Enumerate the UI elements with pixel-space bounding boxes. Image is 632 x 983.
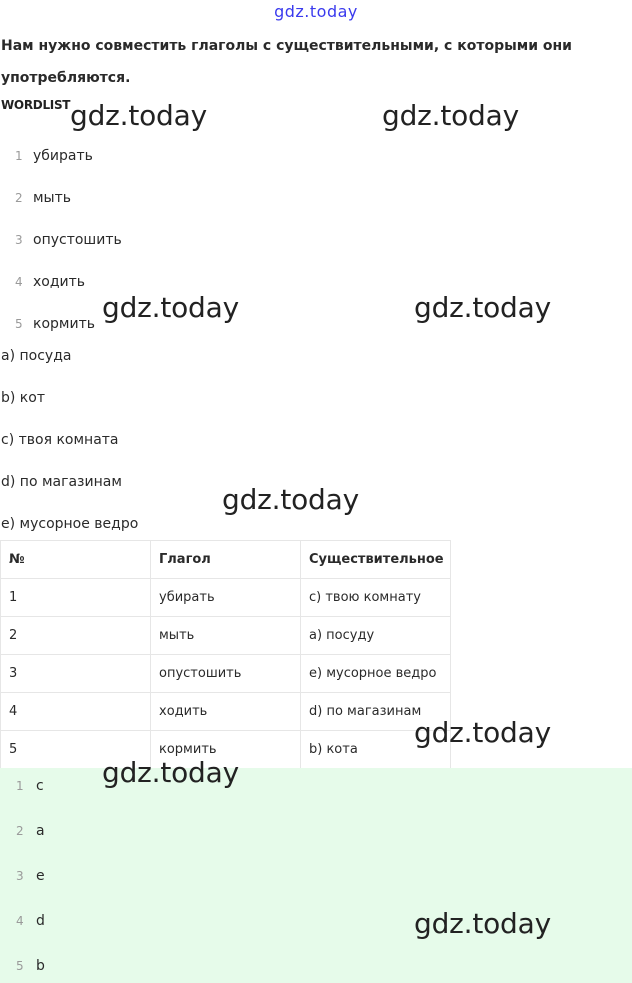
table-cell: b) кота xyxy=(301,731,451,769)
answer-letter: a xyxy=(36,823,45,839)
noun-item: d) по магазинам xyxy=(1,474,122,490)
list-item xyxy=(15,148,93,164)
item-text: мыть xyxy=(33,190,72,206)
item-number: 4 xyxy=(16,914,24,928)
watermark: gdz.today xyxy=(102,291,239,324)
item-number: 2 xyxy=(15,191,23,205)
watermark: gdz.today xyxy=(70,99,207,132)
table-cell: убирать xyxy=(151,579,301,617)
watermark: gdz.today xyxy=(414,291,551,324)
site-logo[interactable]: gdz.today xyxy=(274,2,358,21)
noun-item: a) посуда xyxy=(1,348,72,364)
matching-table xyxy=(0,540,451,769)
table-row xyxy=(1,617,451,655)
watermark: gdz.today xyxy=(222,483,359,516)
table-cell: d) по магазинам xyxy=(301,693,451,731)
column-header: Существительное xyxy=(301,541,451,579)
answer-item xyxy=(16,958,45,974)
answer-item xyxy=(16,823,45,839)
table-row xyxy=(1,693,451,731)
answer-letter: c xyxy=(36,778,44,794)
table-cell: ходить xyxy=(151,693,301,731)
wordlist-heading: WORDLIST xyxy=(1,98,71,112)
table-row xyxy=(1,579,451,617)
table-cell: мыть xyxy=(151,617,301,655)
item-text: убирать xyxy=(33,148,93,164)
noun-item: b) кот xyxy=(1,390,45,406)
table-cell: 5 xyxy=(1,731,151,769)
watermark: gdz.today xyxy=(102,756,239,789)
answer-item xyxy=(16,778,44,794)
watermark: gdz.today xyxy=(414,907,551,940)
item-number: 5 xyxy=(15,317,23,331)
item-number: 4 xyxy=(15,275,23,289)
item-text: кормить xyxy=(33,316,95,332)
watermark: gdz.today xyxy=(382,99,519,132)
list-item xyxy=(15,274,85,290)
answer-letter: e xyxy=(36,868,45,884)
table-cell: кормить xyxy=(151,731,301,769)
answer-block xyxy=(0,768,632,983)
watermark: gdz.today xyxy=(414,716,551,749)
item-text: опустошить xyxy=(33,232,122,248)
table-header-row xyxy=(1,541,451,579)
item-number: 3 xyxy=(16,869,24,883)
table-cell: 3 xyxy=(1,655,151,693)
item-number: 1 xyxy=(16,779,24,793)
item-number: 5 xyxy=(16,959,24,973)
item-number: 2 xyxy=(16,824,24,838)
table-row xyxy=(1,655,451,693)
table-cell: c) твою комнату xyxy=(301,579,451,617)
list-item xyxy=(15,190,71,206)
answer-item xyxy=(16,913,45,929)
list-item xyxy=(15,316,95,332)
table-cell: 1 xyxy=(1,579,151,617)
answer-letter: b xyxy=(36,958,45,974)
item-number: 3 xyxy=(15,233,23,247)
answer-item xyxy=(16,868,45,884)
table-cell: e) мусорное ведро xyxy=(301,655,451,693)
table-cell: 2 xyxy=(1,617,151,655)
answer-letter: d xyxy=(36,913,45,929)
noun-item: e) мусорное ведро xyxy=(1,516,139,532)
column-header: № xyxy=(1,541,151,579)
item-text: ходить xyxy=(33,274,86,290)
task-description: Нам нужно совместить глаголы с существительными, с которыми они употребляются. xyxy=(1,38,572,86)
table-cell: 4 xyxy=(1,693,151,731)
list-item xyxy=(15,232,122,248)
noun-item: c) твоя комната xyxy=(1,432,119,448)
item-number: 1 xyxy=(15,149,23,163)
table-cell: a) посуду xyxy=(301,617,451,655)
column-header: Глагол xyxy=(151,541,301,579)
table-cell: опустошить xyxy=(151,655,301,693)
